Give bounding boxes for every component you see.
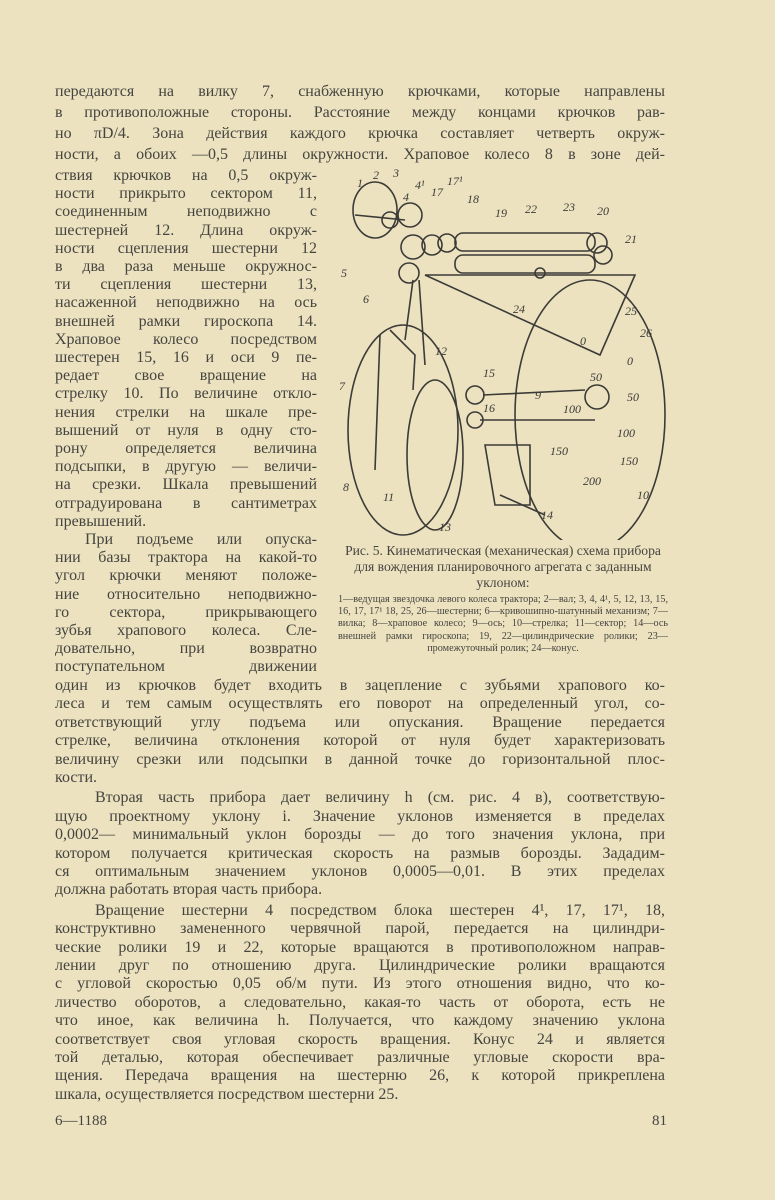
text-line: щую проектному уклону i. Значение уклонов изменяется в пределах (55, 807, 665, 825)
figure-label: 8 (343, 480, 349, 494)
roller-22 (455, 255, 595, 273)
figure-label: 17¹ (447, 174, 463, 188)
print-signature: 6—1188 (55, 1113, 107, 1129)
text-line: Вторая часть прибора дает величину h (см. рис. 4 в), соответствую- (95, 789, 665, 807)
text-line: вышений от нуля в одну сто- (55, 421, 317, 439)
text-line: шестерней 12. Длина окруж- (55, 221, 317, 239)
text-line: го сектора, прикрывающего (55, 603, 317, 621)
figure-label: 0 (627, 354, 633, 368)
text-line: должна работать вторая часть прибора. (55, 881, 323, 899)
text-line: котором получается критическая скорость на размыв борозды. Зададим- (55, 844, 665, 862)
text-line: нии базы трактора на какой-то (55, 549, 317, 567)
text-line: стрелке, величина отклонения которой от нуля будет характеризовать (55, 732, 665, 750)
text-line: 0,0002— минимальный уклон борозды — до того значения уклона, при (55, 826, 665, 844)
text-line: с угловой скоростью 0,05 об/м пути. Из этого отношения видно, что ко- (55, 975, 665, 993)
kinematic-diagram (335, 165, 675, 540)
figure-label: 7 (339, 379, 345, 393)
figure-label: 6 (363, 292, 369, 306)
sector-11 (407, 380, 463, 530)
figure-label: 50 (627, 390, 639, 404)
figure-label: 13 (439, 520, 451, 534)
text-line: лении друг по отношению друга. Цилиндрические ролики вращаются (55, 957, 665, 974)
figure-caption-legend: 1—ведущая звездочка левого колеса трактора; 2—вал; 3, 4, 4¹, 5, 12, 13, 15, 16, 17, 17¹ 18, 25, 26—шестерни; 6—кривошипно-шатунный механизм; 7—вилка; 8—храповое колесо; 9—ось; 10—стрелка; 11—сектор; 14—ось внешней рамки гироскопа; 19, 22—цилиндрические ролики; 23—промежуточный ролик; 24—конус. (338, 594, 668, 654)
text-line: ся оптимальным значением уклонов 0,0005—0,01. В этих пределах (55, 863, 665, 880)
text-line: насаженной неподвижно на ось (55, 294, 317, 312)
figure-label: 3 (393, 166, 399, 180)
text-line: шкала, осуществляется посредством шестерни 25. (55, 1085, 399, 1103)
figure-label: 50 (590, 370, 602, 384)
figure-label: 0 (580, 334, 586, 348)
figure-label: 150 (550, 444, 568, 458)
text-line: конструктивно замененного червячной парой, передается на цилиндри- (55, 920, 665, 938)
figure-label: 100 (563, 402, 581, 416)
figure-label: 100 (617, 426, 635, 440)
sprocket-1 (353, 182, 397, 238)
figure-label: 1 (357, 176, 363, 190)
text-line: ности, а обоих —0,5 длины окружности. Храповое колесо 8 в зоне дей- (55, 146, 665, 163)
figure-label: 24 (513, 302, 525, 316)
text-line: нения стрелки на шкале пре- (55, 403, 317, 421)
text-line: ности прикрыто сектором 11, (55, 185, 317, 203)
text-line: подсыпки, в другую — величи- (55, 458, 317, 476)
figure-label: 2 (373, 168, 379, 182)
text-line: в противоположные стороны. Расстояние между концами крючков рав- (55, 104, 665, 121)
text-line: соединенным неподвижно с (55, 203, 317, 221)
text-line: леса и тем самым осуществлять его поворот на определенный угол, со- (55, 695, 665, 713)
text-line: передаются на вилку 7, снабженную крючками, которые направлены (55, 83, 665, 100)
figure-label: 200 (583, 474, 601, 488)
text-line: При подъеме или опуска- (85, 531, 317, 548)
figure-label: 9 (535, 388, 541, 402)
text-line: угол крючки меняют положе- (55, 567, 317, 585)
text-line: внешней рамки гироскопа 14. (55, 312, 317, 330)
figure-label: 4¹ (415, 178, 425, 192)
text-line: зубья храпового колеса. Сле- (55, 622, 317, 639)
figure-label: 15 (483, 366, 495, 380)
figure-label: 23 (563, 200, 575, 214)
text-line: поступательном движении (55, 658, 317, 676)
text-line: Храповое колесо посредством (55, 330, 317, 348)
text-line: что иное, как величина h. Получается, что каждому значению уклона (55, 1012, 665, 1030)
text-line: щения. Передача вращения на шестерню 26, к которой прикреплена (55, 1067, 665, 1085)
text-line: ние относительно неподвижно- (55, 585, 317, 603)
figure-label: 25 (625, 304, 637, 318)
text-line: ческие ролики 19 и 22, которые вращаются в противоположном направ- (55, 938, 665, 956)
text-line: кости. (55, 769, 98, 786)
figure-label: 4 (403, 190, 409, 204)
text-line: на срезки. Шкала превышений (55, 476, 317, 494)
text-line: но πD/4. Зона действия каждого крючка составляет четверть окруж- (55, 125, 665, 142)
figure-label: 20 (597, 204, 609, 218)
text-line: Вращение шестерни 4 посредством блока шестерен 4¹, 17, 17¹, 18, (95, 901, 665, 919)
figure-caption-title: Рис. 5. Кинематическая (механическая) схема прибора для вождения планировочного агрегата с заданным уклоном: (345, 543, 661, 590)
text-line: шестерен 15, 16 и оси 9 пе- (55, 349, 317, 366)
text-line: рону определяется величина (55, 440, 317, 457)
text-line: ствия крючков на 0,5 окруж- (55, 167, 317, 184)
text-line: величину срезки или подсыпки в данной точке до горизонтальной плос- (55, 750, 665, 768)
text-line: один из крючков будет входить в зацепление с зубьями храпового ко- (55, 677, 665, 694)
figure-label: 22 (525, 202, 537, 216)
figure-label: 26 (640, 326, 652, 340)
figure-label: 21 (625, 232, 637, 246)
figure-label: 5 (341, 266, 347, 280)
text-line: превышений. (55, 512, 147, 530)
figure-label: 17 (431, 185, 443, 199)
figure-label: 14 (541, 508, 553, 522)
text-line: ответствующий углу подъема или опускания. Вращение передается (55, 713, 665, 731)
roller-19 (455, 233, 595, 251)
figure-label: 19 (495, 206, 507, 220)
text-line: стрелку 10. По величине откло- (55, 385, 317, 403)
text-line: ти сцепления шестерни 13, (55, 276, 317, 294)
figure-label: 18 (467, 192, 479, 206)
figure-label: 150 (620, 454, 638, 468)
figure-label: 11 (383, 490, 395, 504)
text-line: в два раза меньше окружнос- (55, 258, 317, 275)
text-line: ности сцепления шестерни 12 (55, 239, 317, 257)
figure-label: 10 (637, 488, 649, 502)
page-number: 81 (652, 1113, 667, 1129)
cone-24 (425, 275, 635, 355)
text-line: редает свое вращение на (55, 367, 317, 385)
figure-label: 12 (435, 344, 447, 358)
text-line: личество оборотов, а следовательно, какая-то часть от оборота, есть не (55, 993, 665, 1011)
text-line: отградуирована в сантиметрах (55, 494, 317, 512)
text-line: той деталью, которая обеспечивает различные угловые скорости вра- (55, 1049, 665, 1066)
text-line: довательно, при возвратно (55, 640, 317, 658)
figure-label: 16 (483, 401, 495, 415)
text-line: соответствует своя угловая скорость вращения. Конус 24 и является (55, 1030, 665, 1048)
